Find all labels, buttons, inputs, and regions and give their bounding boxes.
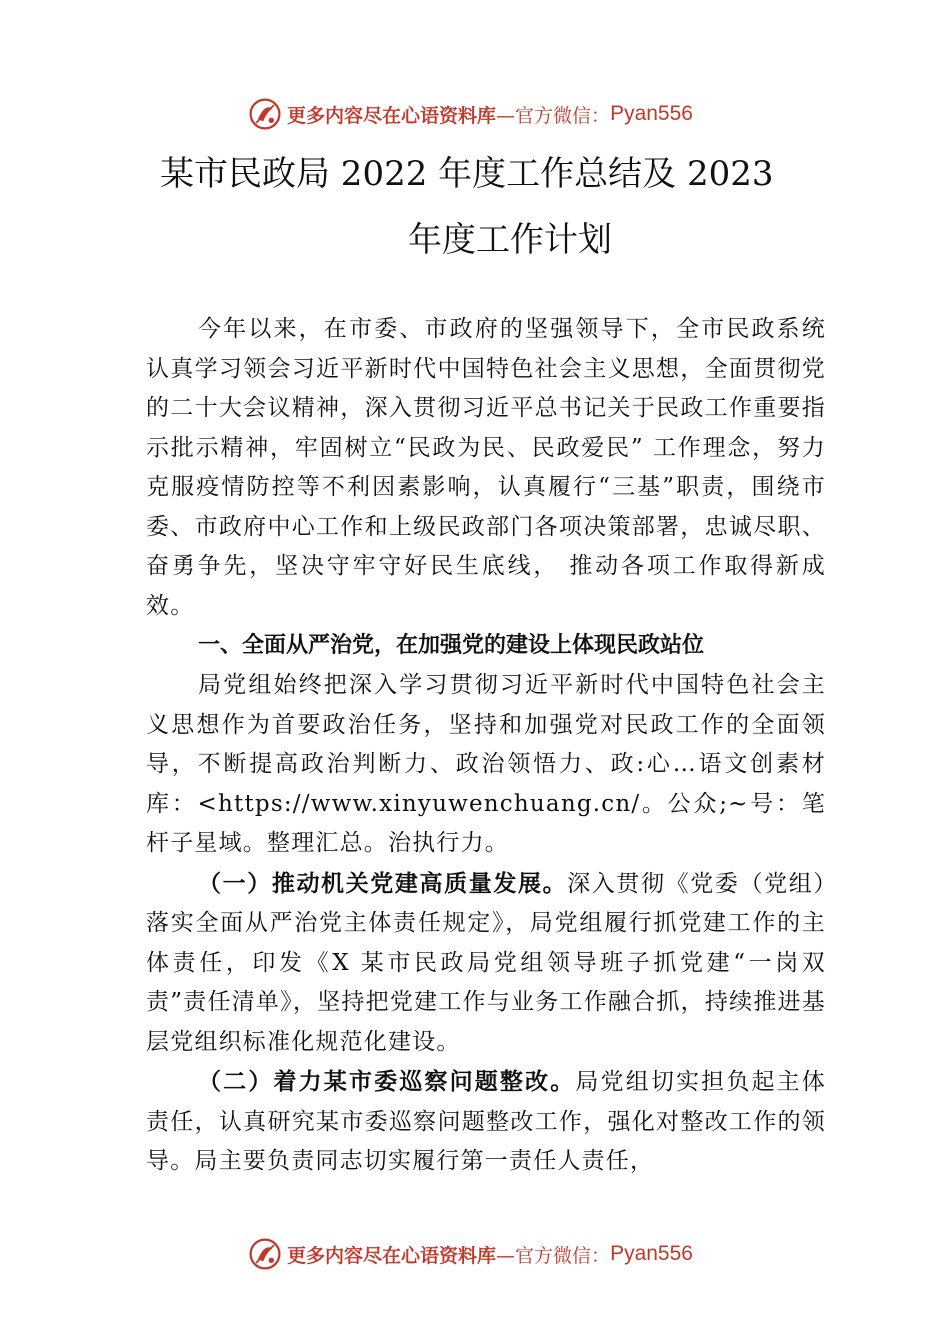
banner-sub-text: —官方微信： [496,1244,611,1267]
banner-wechat-id: Pyan556 [610,1242,693,1265]
brand-logo-icon [247,96,283,132]
item-2-paragraph [146,1062,826,1182]
section-1-heading: 一、全面从严治党，在加强党的建设上体现民政站位 [198,633,705,658]
banner-main-text: 更多内容尽在心语资料库 [287,104,497,127]
banner-sub-text: —官方微信： [496,104,611,127]
banner-main-text: 更多内容尽在心语资料库 [287,1244,497,1267]
document-title-line1: 某市民政局 2022 年度工作总结及 2023 [160,154,774,194]
banner-wechat-id: Pyan556 [610,102,693,125]
intro-paragraph: 今年以来，在市委、市政府的坚强领导下，全市民政系统认真学习领会习近平新时代中国特色社会主义思想，全面贯彻党的二十大会议精神，深入贯彻习近平总书记关于民政工作重要指示批示精神，牢固树立“民政为民、民政爱民” 工作理念，努力克服疫情防控等不利因素影响，认真履行“三基”职责，围绕市委、市政府中心工作和上级民政部门各项决策部署，忠诚尽职、奋勇争先，坚决守牢守好民生底线， 推动各项工作取得新成效。 [146,316,826,619]
item-1-paragraph [146,864,826,1063]
item-2-body: 局党组切实担负起主体责任，认真研究某市委巡察问题整改工作，强化对整改工作的领导。局主要负责同志切实履行第一责任人责任， [146,1069,827,1174]
section-1-paragraph: 局党组始终把深入学习贯彻习近平新时代中国特色社会主义思想作为首要政治任务，坚持和加强党对民政工作的全面领导，不断提高政治判断力、政治领悟力、政:心…语文创素材库：<https://www.xinyuwenchuang.cn/。公众;~号：笔杆子星域。整理汇总。治执行力。 [146,672,826,856]
item-1-lead: （一）推动机关党建高质量发展。 [198,869,568,897]
watermark-banner-bottom [0,1234,950,1274]
item-2-lead: （二）着力某市委巡察问题整改。 [198,1068,576,1095]
document-body [146,310,826,1182]
document-title-line2: 年度工作计划 [408,220,612,260]
brand-logo-icon [247,1236,283,1272]
watermark-banner-top [0,94,950,134]
item-1-body: 深入贯彻《党委（党组）落实全面从严治党主体责任规定》，局党组履行抓党建工作的主体责任，印发《X 某市民政局党组领导班子抓党建“一岗双责”责任清单》，坚持把党建工作与业务工作融合抓，持续推进基层党组织标准化规范化建设。 [146,870,827,1055]
